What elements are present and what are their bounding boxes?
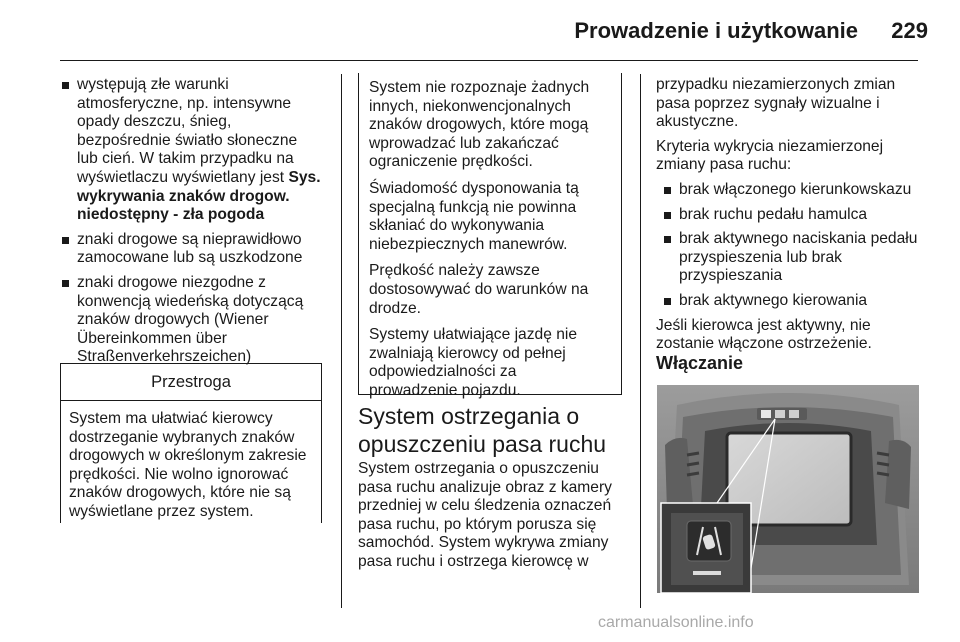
list-item xyxy=(60,231,336,268)
list-item xyxy=(60,76,336,225)
bullet-line: występują złe warunki xyxy=(77,76,229,93)
body-line: samochód. System wykrywa zmiany xyxy=(358,534,609,552)
warning-line: znaków drogowych, które nie są xyxy=(69,484,291,502)
bullet-square-icon xyxy=(62,237,69,244)
bullet-square-icon xyxy=(62,280,69,287)
notice-paragraph xyxy=(369,262,613,318)
notice-line: prowadzenie pojazdu. xyxy=(369,381,521,399)
notice-line: System nie rozpoznaje żadnych xyxy=(369,79,590,96)
section-body xyxy=(358,460,628,572)
warning-line: System ma ułatwiać kierowcy xyxy=(69,410,273,427)
warning-line: dostrzeganie wybranych znaków xyxy=(69,428,295,446)
bullet-line: konwencją wiedeńską dotyczącą xyxy=(77,292,304,310)
bullet-line: opady deszczu, śnieg, xyxy=(77,113,232,131)
watermark: carmanualsonline.info xyxy=(598,614,754,631)
list-item xyxy=(662,292,926,311)
warning-line: drogowych w określonym zakresie xyxy=(69,447,307,465)
body-line: pasa poprzez sygnały wizualne i xyxy=(656,94,880,112)
notice-line: drodze. xyxy=(369,299,422,317)
display-message-bold: wykrywania znaków drogow. xyxy=(77,187,290,205)
bullet-line: brak włączonego kierunkowskazu xyxy=(679,180,912,198)
bullet-line: znaki drogowe są nieprawidłowo xyxy=(77,230,302,248)
body-line: Jeśli kierowca jest aktywny, nie xyxy=(656,316,871,334)
notice-line: innych, niekonwencjonalnych xyxy=(369,97,571,115)
body-line: zmiany pasa ruchu: xyxy=(656,156,792,174)
body-line: pasa ruchu analizuje obraz z kamery xyxy=(358,478,612,496)
list-item xyxy=(662,206,926,225)
notice-line: niebezpiecznych manewrów. xyxy=(369,235,568,253)
section-title-line: System ostrzegania o xyxy=(358,403,580,429)
section-title-line: opuszczeniu pasa ruchu xyxy=(358,431,607,457)
bullet-line: atmosferyczne, np. intensywne xyxy=(77,94,292,112)
body-line: przypadku niezamierzonych zmian xyxy=(656,76,896,93)
body-line: System ostrzegania o opuszczeniu xyxy=(358,460,599,477)
bullet-line: bezpośrednie światło słoneczne xyxy=(77,131,298,149)
header-title: Prowadzenie i użytkowanie xyxy=(574,18,858,43)
left-column xyxy=(60,76,336,373)
body-line: zostanie włączone ostrzeżenie. xyxy=(656,335,872,353)
bullet-line: zamocowane lub są uszkodzone xyxy=(77,249,303,267)
bullet-square-icon xyxy=(664,212,671,219)
criteria-intro xyxy=(656,138,926,175)
bullet-line: przyspieszenia lub brak xyxy=(679,248,842,266)
bullet-line: brak aktywnego naciskania pedału xyxy=(679,230,918,248)
notice-line: specjalną funkcją nie powinna xyxy=(369,198,577,216)
intro-paragraph xyxy=(656,76,926,132)
notice-box xyxy=(358,73,622,399)
column-divider-right xyxy=(640,74,641,608)
warning-text xyxy=(61,401,321,522)
notice-line: Systemy ułatwiające jazdę nie xyxy=(369,326,578,344)
notice-line: znaków drogowych, które mogą xyxy=(369,116,589,134)
section-title xyxy=(358,402,628,458)
notice-line: dostosowywać do warunków na xyxy=(369,280,589,298)
notice-paragraph xyxy=(369,326,613,400)
bullet-line: Straßenverkehrszeichen) xyxy=(77,348,252,366)
notice-line: ograniczenie prędkości. xyxy=(369,153,533,171)
list-item xyxy=(60,274,336,367)
notice-paragraph xyxy=(369,180,613,254)
outro-paragraph xyxy=(656,317,926,354)
bullet-line: znaki drogowe niezgodne z xyxy=(77,273,266,291)
bullet-line xyxy=(77,169,336,188)
notice-paragraph xyxy=(369,79,613,172)
notice-line: Prędkość należy zawsze xyxy=(369,262,540,280)
bullet-line: brak ruchu pedału hamulca xyxy=(679,205,868,223)
warning-box xyxy=(60,363,322,523)
column-divider-left xyxy=(341,74,342,608)
bullet-square-icon xyxy=(664,298,671,305)
notice-line: zwalniają kierowcy od pełnej xyxy=(369,344,566,362)
bullet-line: znaków drogowych (Wiener xyxy=(77,311,269,329)
bullet-square-icon xyxy=(62,82,69,89)
display-message-bold: niedostępny - zła pogoda xyxy=(77,206,265,224)
bullet-line: przyspieszania xyxy=(679,267,783,285)
bullet-line: lub cień. W takim przypadku na xyxy=(77,150,294,168)
bullet-square-icon xyxy=(664,236,671,243)
page-number: 229 xyxy=(891,18,928,43)
notice-line: wprowadzać lub zakańczać xyxy=(369,134,559,152)
bullet-line-text: wyświetlaczu wyświetlany jest xyxy=(77,168,289,186)
warning-line: wyświetlane przez system. xyxy=(69,502,254,520)
notice-line: odpowiedzialności za xyxy=(369,363,517,381)
warning-title: Przestroga xyxy=(61,364,321,401)
dashboard-photo xyxy=(657,385,919,593)
body-line: pasa ruchu, po którym porusza się xyxy=(358,515,597,533)
body-line: Kryteria wykrycia niezamierzonej xyxy=(656,137,884,155)
body-line: akustyczne. xyxy=(656,113,739,131)
warning-line: prędkości. Nie wolno ignorować xyxy=(69,465,289,483)
bullet-square-icon xyxy=(664,187,671,194)
list-item xyxy=(662,181,926,200)
subheading: Włączanie xyxy=(656,353,744,373)
body-line: przedniej w celu śledzenia oznaczeń xyxy=(358,497,612,515)
notice-line: Świadomość dysponowania tą xyxy=(369,179,579,197)
list-item xyxy=(662,230,926,286)
notice-line: skłaniać do wykonywania xyxy=(369,217,545,235)
header-rule xyxy=(60,60,918,61)
display-message-bold: Sys. xyxy=(288,168,321,186)
body-line: pasa ruchu i ostrzega kierowcę w xyxy=(358,552,589,570)
bullet-line: brak aktywnego kierowania xyxy=(679,291,868,309)
right-column xyxy=(656,76,926,360)
bullet-line: Übereinkommen über xyxy=(77,329,227,347)
